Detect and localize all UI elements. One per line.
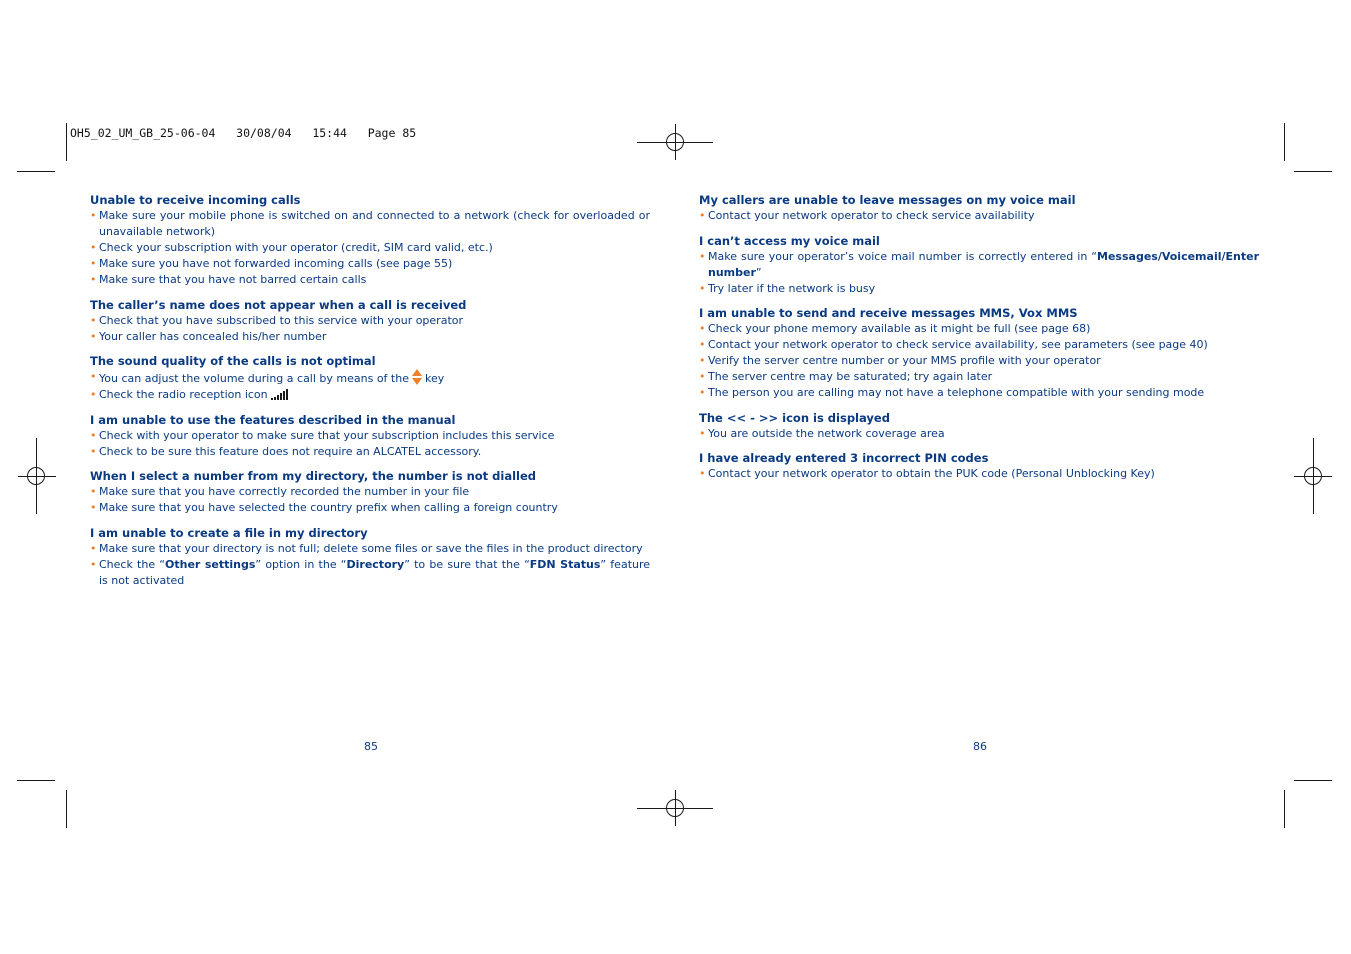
bold-term: Other settings <box>165 557 256 571</box>
crop-mark <box>17 171 55 172</box>
page-number-right: 86 <box>973 740 987 753</box>
section-i-am-unable-to-use-the-features-describe <box>90 412 650 460</box>
section-heading: My callers are unable to leave messages on my voice mail <box>699 193 1076 207</box>
section-heading: I am unable to send and receive messages MMS, Vox MMS <box>699 306 1078 320</box>
section-heading: I have already entered 3 incorrect PIN codes <box>699 451 989 465</box>
bold-term: Directory <box>346 557 405 571</box>
crop-mark <box>1294 780 1332 781</box>
section-heading: I am unable to create a file in my directory <box>90 525 368 540</box>
text-run: Check the “ <box>99 557 165 571</box>
section-the-sound-quality-of-the-calls-is-not-op <box>90 353 650 403</box>
bullet-item: • Contact your network operator to check service availability, see parameters (see page 40) <box>699 337 1259 353</box>
bullet-item <box>90 387 650 403</box>
bullet-item: • Make sure that you have selected the country prefix when calling a foreign country <box>90 500 650 516</box>
bullet-item <box>90 369 650 387</box>
section-the-icon-is-displayed <box>699 410 1259 442</box>
bullet-item <box>699 249 1259 281</box>
bullet-item <box>90 557 650 589</box>
text-run: You can adjust the volume during a call by means of the <box>99 372 409 385</box>
bullet-list <box>699 208 1259 224</box>
section-i-have-already-entered-3-incorrect-pin-c <box>699 450 1259 482</box>
bullet-item: • Your caller has concealed his/her number <box>90 329 650 345</box>
bullet-list <box>699 466 1259 482</box>
page-number-left: 85 <box>364 740 378 753</box>
text-run: key <box>424 372 445 385</box>
bold-term: FDN Status <box>529 557 601 571</box>
bullet-list <box>90 208 650 288</box>
text-run: ” to be sure that the “ <box>404 557 530 571</box>
section-i-am-unable-to-create-a-file-in-my-direc <box>90 525 650 589</box>
bullet-item: • Check with your operator to make sure that your subscription includes this service <box>90 428 650 444</box>
text-run: ” feature is not activated <box>99 557 651 587</box>
section-i-am-unable-to-send-and-receive-messages <box>699 305 1259 401</box>
bullet-item: • Make sure that you have not barred certain calls <box>90 272 650 288</box>
right-page-column <box>699 192 1259 491</box>
crop-mark <box>66 790 67 828</box>
crop-mark <box>1284 123 1285 161</box>
text-run: Check the radio reception icon <box>99 388 268 401</box>
section-heading: The caller’s name does not appear when a call is received <box>90 297 467 312</box>
section-heading: I am unable to use the features described in the manual <box>90 412 456 427</box>
section-heading: When I select a number from my directory, the number is not dialled <box>90 469 537 483</box>
section-heading: I can’t access my voice mail <box>699 233 880 248</box>
bold-term: Messages/Voicemail/Enter number <box>708 249 1259 279</box>
crop-mark <box>66 123 67 161</box>
bullet-item: • Try later if the network is busy <box>699 281 1259 297</box>
bullet-list <box>699 426 1259 442</box>
bullet-item: • Contact your network operator to check service availability <box>699 208 1259 224</box>
bullet-list <box>90 428 650 460</box>
crop-mark <box>1284 790 1285 828</box>
bullet-item: • Make sure that you have correctly recorded the number in your file <box>90 484 650 500</box>
section-heading: The sound quality of the calls is not optimal <box>90 354 376 368</box>
left-page-column <box>90 192 650 597</box>
section-heading: Unable to receive incoming calls <box>90 193 301 207</box>
bullet-list <box>90 313 650 345</box>
crop-mark <box>17 780 55 781</box>
bullet-item: • Make sure you have not forwarded incoming calls (see page 55) <box>90 256 650 272</box>
bullet-item: • Check your subscription with your operator (credit, SIM card valid, etc.) <box>90 240 650 256</box>
bullet-item: • Check that you have subscribed to this service with your operator <box>90 313 650 329</box>
bullet-item: • Check to be sure this feature does not require an ALCATEL accessory. <box>90 444 650 460</box>
crop-mark <box>1294 171 1332 172</box>
bullet-item: • You are outside the network coverage area <box>699 426 1259 442</box>
signal-icon <box>271 389 289 400</box>
text-run: Make sure your operator’s voice mail number is correctly entered in “ <box>708 249 1098 263</box>
section-i-can-t-access-my-voice-mail <box>699 233 1259 297</box>
bullet-item: • The server centre may be saturated; try again later <box>699 369 1259 385</box>
bullet-item: • Verify the server centre number or your MMS profile with your operator <box>699 353 1259 369</box>
print-header: OH5_02_UM_GB_25-06-04 30/08/04 15:44 Page 85 <box>70 126 417 140</box>
registration-circle-icon <box>1304 467 1322 485</box>
registration-circle-icon <box>27 467 45 485</box>
bullet-item: • The person you are calling may not have a telephone compatible with your sending mode <box>699 385 1259 401</box>
registration-circle-icon <box>666 133 684 151</box>
text-run: ” <box>755 265 762 279</box>
section-heading: The << - >> icon is displayed <box>699 410 890 425</box>
section-my-callers-are-unable-to-leave-messages- <box>699 192 1259 224</box>
text-run: ” option in the “ <box>255 557 347 571</box>
section-when-i-select-a-number-from-my-directory <box>90 468 650 516</box>
bullet-item: • Make sure that your directory is not full; delete some files or save the files in the product directory <box>90 541 650 557</box>
bullet-list <box>699 321 1259 401</box>
bullet-item: • Check your phone memory available as it might be full (see page 68) <box>699 321 1259 337</box>
bullet-list <box>90 369 650 403</box>
section-unable-to-receive-incoming-calls <box>90 192 650 288</box>
bullet-list <box>90 541 650 589</box>
bullet-list <box>90 484 650 516</box>
bullet-item: • Make sure your mobile phone is switched on and connected to a network (check for overloaded or unavailable network) <box>90 208 650 240</box>
volume-key-icon <box>412 369 422 385</box>
section-the-caller-s-name-does-not-appear-when-a <box>90 297 650 345</box>
bullet-list <box>699 249 1259 297</box>
registration-circle-icon <box>666 799 684 817</box>
bullet-item: • Contact your network operator to obtain the PUK code (Personal Unblocking Key) <box>699 466 1259 482</box>
